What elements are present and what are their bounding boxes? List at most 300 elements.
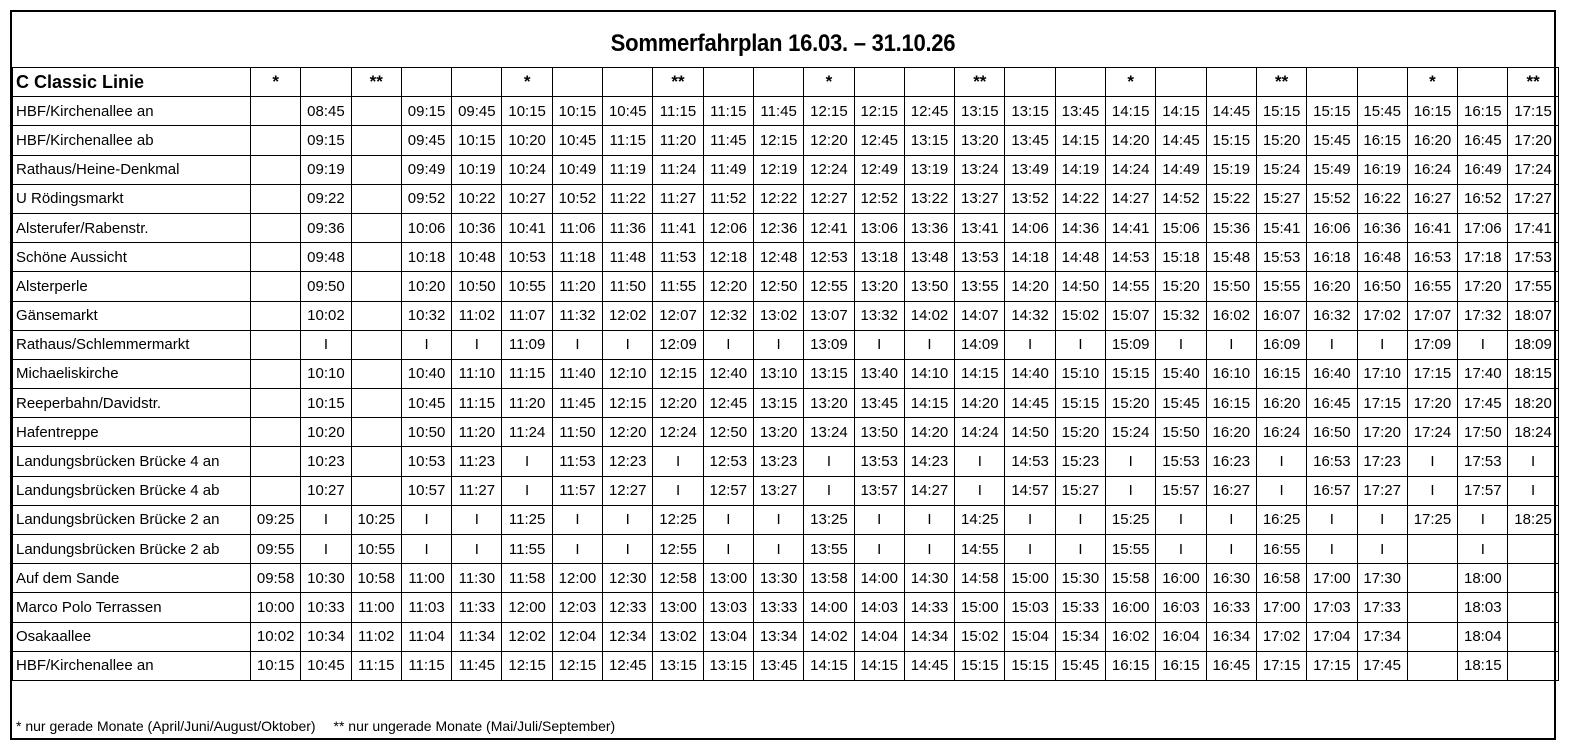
departure-time: 17:24 — [1407, 418, 1457, 447]
departure-time: 16:02 — [1206, 301, 1256, 330]
departure-time: I — [552, 535, 602, 564]
departure-time: 14:33 — [904, 593, 954, 622]
departure-time: 11:22 — [603, 184, 653, 213]
stop-name: Landungsbrücken Brücke 2 ab — [13, 535, 251, 564]
departure-time: 09:49 — [401, 155, 451, 184]
departure-time: 17:02 — [1256, 622, 1306, 651]
departure-time: 17:53 — [1508, 243, 1558, 272]
departure-time: I — [552, 505, 602, 534]
departure-time: I — [1055, 330, 1105, 359]
departure-time: 10:55 — [502, 272, 552, 301]
departure-time: 11:20 — [653, 126, 703, 155]
departure-time: 16:41 — [1407, 213, 1457, 242]
departure-time: I — [1206, 330, 1256, 359]
departure-time: 12:45 — [603, 651, 653, 680]
departure-time: 10:02 — [251, 622, 301, 651]
departure-time: 10:32 — [401, 301, 451, 330]
departure-time: 14:40 — [1005, 359, 1055, 388]
departure-time: 16:50 — [1307, 418, 1357, 447]
departure-time: 14:15 — [955, 359, 1005, 388]
departure-time: 12:33 — [603, 593, 653, 622]
departure-time: 18:04 — [1458, 622, 1508, 651]
departure-time: 17:27 — [1508, 184, 1558, 213]
departure-time: 13:36 — [904, 213, 954, 242]
departure-time — [351, 184, 401, 213]
departure-time: 12:25 — [653, 505, 703, 534]
table-row — [13, 564, 1559, 593]
departure-time: I — [703, 330, 753, 359]
departure-time: 11:53 — [653, 243, 703, 272]
departure-time: 15:20 — [1256, 126, 1306, 155]
departure-time: 13:57 — [854, 476, 904, 505]
departure-time: I — [1055, 535, 1105, 564]
departure-time: I — [1106, 447, 1156, 476]
departure-time: 12:22 — [753, 184, 803, 213]
departure-time: 17:55 — [1508, 272, 1558, 301]
stop-name: Osakaallee — [13, 622, 251, 651]
departure-time — [1407, 622, 1457, 651]
departure-time: 11:19 — [603, 155, 653, 184]
departure-time: 11:52 — [703, 184, 753, 213]
departure-time — [1508, 622, 1558, 651]
departure-time: 13:00 — [703, 564, 753, 593]
departure-time: 12:24 — [653, 418, 703, 447]
departure-time: 11:41 — [653, 213, 703, 242]
departure-time: 11:33 — [452, 593, 502, 622]
departure-time: 15:15 — [1005, 651, 1055, 680]
departure-time: I — [1307, 535, 1357, 564]
departure-time: 14:20 — [955, 389, 1005, 418]
departure-time: 14:32 — [1005, 301, 1055, 330]
departure-time: 13:07 — [804, 301, 854, 330]
departure-time: 13:52 — [1005, 184, 1055, 213]
departure-time: 12:00 — [502, 593, 552, 622]
footnote-odd-months: ** nur ungerade Monate (Mai/Juli/September) — [333, 718, 616, 734]
departure-time: 11:48 — [603, 243, 653, 272]
departure-time: 13:50 — [904, 272, 954, 301]
departure-time: I — [1357, 535, 1407, 564]
header-mark — [703, 68, 753, 97]
departure-time: 17:41 — [1508, 213, 1558, 242]
departure-time: 16:22 — [1357, 184, 1407, 213]
departure-time: I — [1106, 476, 1156, 505]
header-mark: ** — [351, 68, 401, 97]
departure-time — [351, 476, 401, 505]
departure-time: I — [1458, 330, 1508, 359]
departure-time: 13:23 — [753, 447, 803, 476]
departure-time: 09:22 — [301, 184, 351, 213]
departure-time — [251, 155, 301, 184]
departure-time: 16:57 — [1307, 476, 1357, 505]
departure-time: 12:20 — [703, 272, 753, 301]
departure-time: 17:15 — [1357, 389, 1407, 418]
departure-time: 12:57 — [703, 476, 753, 505]
departure-time: I — [1005, 330, 1055, 359]
departure-time: 16:15 — [1206, 389, 1256, 418]
departure-time: 09:55 — [251, 535, 301, 564]
departure-time: 10:10 — [301, 359, 351, 388]
departure-time: 14:41 — [1106, 213, 1156, 242]
header-mark: ** — [955, 68, 1005, 97]
departure-time: 13:53 — [854, 447, 904, 476]
departure-time — [351, 389, 401, 418]
departure-time: 14:57 — [1005, 476, 1055, 505]
header-mark — [1055, 68, 1105, 97]
header-mark: * — [251, 68, 301, 97]
departure-time: 17:53 — [1458, 447, 1508, 476]
departure-time: I — [1357, 505, 1407, 534]
departure-time — [1508, 535, 1558, 564]
departure-time: 14:20 — [1005, 272, 1055, 301]
departure-time: 15:04 — [1005, 622, 1055, 651]
departure-time: 17:50 — [1458, 418, 1508, 447]
departure-time: 13:53 — [955, 243, 1005, 272]
departure-time — [351, 418, 401, 447]
stop-name: Rathaus/Schlemmermarkt — [13, 330, 251, 359]
departure-time: I — [301, 535, 351, 564]
departure-time: 15:15 — [1307, 97, 1357, 126]
departure-time: 13:45 — [854, 389, 904, 418]
stop-name: Alsterufer/Rabenstr. — [13, 213, 251, 242]
departure-time: 11:27 — [653, 184, 703, 213]
departure-time: 15:45 — [1156, 389, 1206, 418]
departure-time: 10:50 — [452, 272, 502, 301]
departure-time: 14:55 — [1106, 272, 1156, 301]
departure-time: 15:00 — [1005, 564, 1055, 593]
departure-time: 09:58 — [251, 564, 301, 593]
departure-time: 12:06 — [703, 213, 753, 242]
departure-time — [351, 243, 401, 272]
departure-time: 14:58 — [955, 564, 1005, 593]
departure-time: 13:58 — [804, 564, 854, 593]
departure-time: 10:27 — [301, 476, 351, 505]
departure-time: 16:02 — [1106, 622, 1156, 651]
departure-time: 12:58 — [653, 564, 703, 593]
departure-time: 17:40 — [1458, 359, 1508, 388]
departure-time: 10:58 — [351, 564, 401, 593]
departure-time: 12:32 — [703, 301, 753, 330]
departure-time: 14:45 — [1206, 97, 1256, 126]
departure-time: 15:33 — [1055, 593, 1105, 622]
table-row — [13, 243, 1559, 272]
departure-time: 10:19 — [452, 155, 502, 184]
departure-time: I — [401, 330, 451, 359]
departure-time: 14:25 — [955, 505, 1005, 534]
departure-time: 10:53 — [401, 447, 451, 476]
departure-time — [251, 476, 301, 505]
departure-time: I — [401, 505, 451, 534]
departure-time: 13:33 — [753, 593, 803, 622]
departure-time: 13:15 — [753, 389, 803, 418]
departure-time: 09:36 — [301, 213, 351, 242]
departure-time: 17:32 — [1458, 301, 1508, 330]
header-mark: ** — [1508, 68, 1558, 97]
departure-time: 14:04 — [854, 622, 904, 651]
departure-time: 10:18 — [401, 243, 451, 272]
departure-time: I — [1407, 476, 1457, 505]
departure-time: 14:52 — [1156, 184, 1206, 213]
departure-time: 13:50 — [854, 418, 904, 447]
departure-time: 11:15 — [502, 359, 552, 388]
departure-time: 15:15 — [1055, 389, 1105, 418]
departure-time: 13:24 — [804, 418, 854, 447]
stop-name: Landungsbrücken Brücke 4 ab — [13, 476, 251, 505]
departure-time: 12:34 — [603, 622, 653, 651]
departure-time: 15:07 — [1106, 301, 1156, 330]
departure-time: I — [854, 535, 904, 564]
departure-time: 14:19 — [1055, 155, 1105, 184]
header-mark — [1156, 68, 1206, 97]
departure-time: 14:50 — [1005, 418, 1055, 447]
departure-time: 11:49 — [703, 155, 753, 184]
departure-time: 16:00 — [1156, 564, 1206, 593]
table-row — [13, 97, 1559, 126]
departure-time: 10:52 — [552, 184, 602, 213]
departure-time: 16:53 — [1407, 243, 1457, 272]
departure-time — [251, 97, 301, 126]
departure-time: 17:00 — [1307, 564, 1357, 593]
departure-time: 11:20 — [552, 272, 602, 301]
departure-time: 16:33 — [1206, 593, 1256, 622]
departure-time: 18:20 — [1508, 389, 1558, 418]
departure-time: I — [603, 535, 653, 564]
departure-time — [1508, 651, 1558, 680]
departure-time: 12:20 — [653, 389, 703, 418]
departure-time: 12:15 — [603, 389, 653, 418]
departure-time: 11:34 — [452, 622, 502, 651]
header-mark: ** — [653, 68, 703, 97]
departure-time: 14:48 — [1055, 243, 1105, 272]
departure-time — [1508, 593, 1558, 622]
departure-time: 11:15 — [452, 389, 502, 418]
header-mark — [1206, 68, 1256, 97]
departure-time: 16:34 — [1206, 622, 1256, 651]
departure-time: 16:24 — [1407, 155, 1457, 184]
departure-time: 12:19 — [753, 155, 803, 184]
header-mark — [452, 68, 502, 97]
departure-time: 14:00 — [804, 593, 854, 622]
departure-time: 15:15 — [1106, 359, 1156, 388]
departure-time: 15:48 — [1206, 243, 1256, 272]
departure-time: 14:02 — [904, 301, 954, 330]
departure-time — [351, 126, 401, 155]
departure-time: I — [653, 476, 703, 505]
departure-time: 13:32 — [854, 301, 904, 330]
departure-time: 11:30 — [452, 564, 502, 593]
departure-time: I — [703, 505, 753, 534]
departure-time — [251, 447, 301, 476]
departure-time: 10:55 — [351, 535, 401, 564]
departure-time: I — [703, 535, 753, 564]
departure-time: 11:27 — [452, 476, 502, 505]
departure-time: 13:20 — [955, 126, 1005, 155]
departure-time: 11:10 — [452, 359, 502, 388]
departure-time: 14:45 — [1156, 126, 1206, 155]
departure-time: 15:15 — [1206, 126, 1256, 155]
departure-time: 11:55 — [653, 272, 703, 301]
departure-time: 09:25 — [251, 505, 301, 534]
stop-name: HBF/Kirchenallee ab — [13, 126, 251, 155]
departure-time: 10:50 — [401, 418, 451, 447]
departure-time: 11:36 — [603, 213, 653, 242]
departure-time: 15:03 — [1005, 593, 1055, 622]
table-row — [13, 126, 1559, 155]
departure-time: 17:20 — [1508, 126, 1558, 155]
departure-time: 16:15 — [1106, 651, 1156, 680]
departure-time: 14:53 — [1106, 243, 1156, 272]
departure-time: 13:20 — [753, 418, 803, 447]
departure-time: 16:24 — [1256, 418, 1306, 447]
table-row — [13, 359, 1559, 388]
departure-time: 12:40 — [703, 359, 753, 388]
header-mark — [854, 68, 904, 97]
departure-time: 12:15 — [804, 97, 854, 126]
departure-time — [1407, 535, 1457, 564]
departure-time: 16:27 — [1407, 184, 1457, 213]
departure-time: 16:15 — [1357, 126, 1407, 155]
departure-time: I — [1458, 505, 1508, 534]
departure-time: I — [1458, 535, 1508, 564]
departure-time: 15:36 — [1206, 213, 1256, 242]
departure-time: 17:33 — [1357, 593, 1407, 622]
departure-time: 13:10 — [753, 359, 803, 388]
departure-time: 17:27 — [1357, 476, 1407, 505]
departure-time: 11:45 — [552, 389, 602, 418]
departure-time: 15:27 — [1055, 476, 1105, 505]
departure-time: 12:45 — [703, 389, 753, 418]
departure-time: 10:36 — [452, 213, 502, 242]
departure-time: 12:18 — [703, 243, 753, 272]
departure-time: 09:48 — [301, 243, 351, 272]
table-row — [13, 418, 1559, 447]
departure-time: 12:52 — [854, 184, 904, 213]
departure-time: 11:45 — [452, 651, 502, 680]
departure-time: I — [653, 447, 703, 476]
departure-time: 14:15 — [804, 651, 854, 680]
departure-time: 10:30 — [301, 564, 351, 593]
header-mark: * — [1407, 68, 1457, 97]
departure-time: 12:48 — [753, 243, 803, 272]
departure-time: 13:15 — [1005, 97, 1055, 126]
departure-time: 10:27 — [502, 184, 552, 213]
departure-time: 16:15 — [1407, 97, 1457, 126]
header-mark: * — [502, 68, 552, 97]
departure-time: 10:41 — [502, 213, 552, 242]
departure-time: 09:45 — [401, 126, 451, 155]
departure-time: 10:15 — [552, 97, 602, 126]
departure-time: 10:45 — [301, 651, 351, 680]
table-row — [13, 155, 1559, 184]
departure-time: I — [603, 505, 653, 534]
departure-time: 12:36 — [753, 213, 803, 242]
table-row — [13, 476, 1559, 505]
table-row — [13, 535, 1559, 564]
departure-time: 11:24 — [653, 155, 703, 184]
departure-time: 12:15 — [854, 97, 904, 126]
departure-time: 16:49 — [1458, 155, 1508, 184]
departure-time: 15:09 — [1106, 330, 1156, 359]
departure-time: 16:36 — [1357, 213, 1407, 242]
departure-time: 16:19 — [1357, 155, 1407, 184]
departure-time: 13:24 — [955, 155, 1005, 184]
departure-time: 13:45 — [1055, 97, 1105, 126]
departure-time: 16:55 — [1256, 535, 1306, 564]
stop-name: U Rödingsmarkt — [13, 184, 251, 213]
departure-time: 15:00 — [955, 593, 1005, 622]
table-row — [13, 272, 1559, 301]
departure-time: 10:53 — [502, 243, 552, 272]
departure-time: I — [452, 330, 502, 359]
departure-time: 13:06 — [854, 213, 904, 242]
departure-time: I — [502, 447, 552, 476]
table-row — [13, 301, 1559, 330]
departure-time: 11:45 — [703, 126, 753, 155]
departure-time: 17:20 — [1458, 272, 1508, 301]
departure-time — [251, 213, 301, 242]
stop-name: Marco Polo Terrassen — [13, 593, 251, 622]
departure-time: 12:23 — [603, 447, 653, 476]
departure-time: 12:41 — [804, 213, 854, 242]
departure-time: 10:40 — [401, 359, 451, 388]
departure-time: 11:53 — [552, 447, 602, 476]
departure-time: 12:53 — [703, 447, 753, 476]
departure-time: 14:24 — [1106, 155, 1156, 184]
departure-time: 12:02 — [502, 622, 552, 651]
departure-time: 12:15 — [552, 651, 602, 680]
departure-time: 12:50 — [703, 418, 753, 447]
departure-time: 14:22 — [1055, 184, 1105, 213]
departure-time: 11:02 — [351, 622, 401, 651]
departure-time — [251, 389, 301, 418]
header-mark — [904, 68, 954, 97]
departure-time: I — [502, 476, 552, 505]
stop-name: HBF/Kirchenallee an — [13, 651, 251, 680]
departure-time: 12:15 — [753, 126, 803, 155]
header-mark: * — [1106, 68, 1156, 97]
departure-time: 09:52 — [401, 184, 451, 213]
departure-time: 11:24 — [502, 418, 552, 447]
departure-time: I — [1508, 447, 1558, 476]
departure-time: 12:24 — [804, 155, 854, 184]
departure-time: 18:07 — [1508, 301, 1558, 330]
departure-time: I — [1256, 476, 1306, 505]
departure-time: 16:48 — [1357, 243, 1407, 272]
departure-time: 14:30 — [904, 564, 954, 593]
stop-name: Alsterperle — [13, 272, 251, 301]
departure-time — [251, 330, 301, 359]
departure-time — [351, 447, 401, 476]
departure-time: 13:40 — [854, 359, 904, 388]
departure-time — [251, 243, 301, 272]
departure-time: 13:49 — [1005, 155, 1055, 184]
departure-time: 10:49 — [552, 155, 602, 184]
departure-time: 18:15 — [1508, 359, 1558, 388]
departure-time: 10:57 — [401, 476, 451, 505]
departure-time: 17:18 — [1458, 243, 1508, 272]
header-mark — [552, 68, 602, 97]
departure-time: 15:15 — [955, 651, 1005, 680]
departure-time: 11:15 — [401, 651, 451, 680]
table-row — [13, 389, 1559, 418]
departure-time: 15:45 — [1357, 97, 1407, 126]
table-row — [13, 651, 1559, 680]
departure-time: 13:25 — [804, 505, 854, 534]
departure-time — [351, 359, 401, 388]
departure-time: 16:45 — [1307, 389, 1357, 418]
departure-time: 11:04 — [401, 622, 451, 651]
departure-time: 14:07 — [955, 301, 1005, 330]
header-mark — [401, 68, 451, 97]
